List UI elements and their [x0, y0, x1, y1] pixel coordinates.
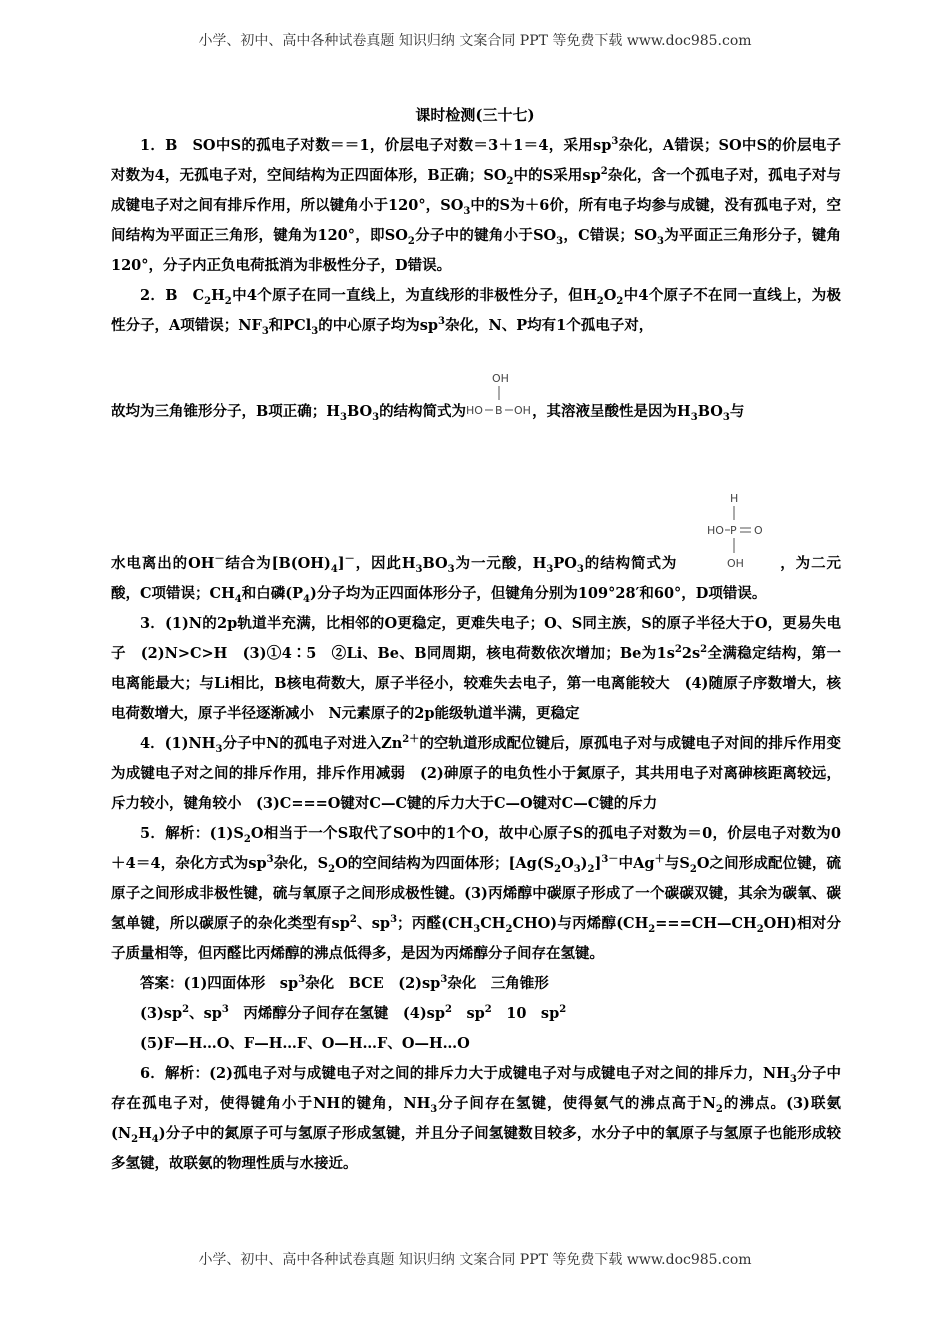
- struct-h3po3-oh-bot: OH: [727, 557, 745, 570]
- struct-boh3-oh: OH: [514, 404, 531, 417]
- answer-2-cont: 故均为三角锥形分子，B项正确；$H_3BO_3$的结构简式为 OH HO B OH ，其溶液呈酸性是因为$H_3BO_3$与: [111, 372, 745, 423]
- struct-boh3-ho: HO: [466, 404, 483, 417]
- boric-acid-structure: [466, 371, 532, 421]
- answer-4: 4．$(1)NH_3$分子中N的孤电子对进入$Zn^{2+}$的空轨道形成配位键后，原孤电子对与成键电子对间的排斥作用变为成键电子对之间的排斥作用，排斥作用减弱 (2)砷原子的电负性小于氮原子，其共用电子对离砷核距离较远，斥力较小，键角较小 (3)C===O键对C—C键的斥力大于C—O键对C—C键的斥力: [111, 734, 841, 812]
- answer-6: 6．解析：(2)孤电子对与成键电子对之间的排斥力大于成键电子对与成键电子对之间的排斥力，$NH_3$分子中存在孤电子对，使得键角小于NH的键角，$NH_3$分子间存在氢键，使得氨气的沸点高于$N_2$的沸点。(3)联氨$(N_2H_4)$分子中的氮原子可与氢原子形成氢键，并且分子间氢键数目较多，水分子中的氧原子与氢原子也能形成较多氢键，故联氨的物理性质与水接近。: [111, 1065, 842, 1172]
- answer-5: 5．解析：$(1)S_2O$相当于一个S取代了SO中的1个O，故中心原子S的孤电子对数为＝0，价层电子对数为0＋4＝4，杂化方式为$sp^3$杂化，$S_2O$的空间结构为四面体形；$[Ag(S_2O_3)_2]^{3-}$中Ag＋与$S_2O$之间形成配位键，硫原子之间形成非极性键，硫与氧原子之间形成极性键。(3)丙烯醇中碳原子形成了一个碳碳双键，其余为碳氧、碳氢单键，所以碳原子的杂化类型有$sp^2$、$sp^3$；丙醛$(CH_3CH_2CHO)$与丙烯醇$(CH_2===CH—CH_2OH)$相对分子质量相等，但丙醛比丙烯醇的沸点低得多，是因为丙烯醇分子间存在氢键。: [111, 825, 842, 962]
- struct-boh3-b: B: [495, 404, 503, 417]
- page-title: 课时检测(三十七): [415, 106, 535, 124]
- struct-h3po3-ho: HO: [707, 524, 725, 537]
- phosphorous-acid-structure: [707, 491, 769, 575]
- answer-5-key-2: $(3)sp^2$、$sp^3$ 丙烯醇分子间存在氢键 $(4)sp^2$ $sp^2$ 10 $sp^2$: [140, 1004, 567, 1022]
- answer-5-key-1: 答案：(1)四面体形 $sp^3$杂化 BCE $(2)sp^3$杂化 三角锥形: [140, 974, 549, 992]
- struct-h3po3-o: O: [754, 524, 763, 537]
- page-header: 小学、初中、高中各种试卷真题 知识归纳 文案合同 PPT 等免费下载 www.doc985.com: [198, 33, 752, 49]
- answer-3: 3．(1)N的2p轨道半充满，比相邻的O更稳定，更难失电子；O、S同主族，S的原子半径大于O，更易失电子 (2)N>C>H (3)①4∶5 ②Li、Be、B同周期，核电荷数依次增加；Be为$1s^22s^2$全满稳定结构，第一电离能最大；与Li相比，B核电荷数大，原子半径小，较难失去电子，第一电离能较大 (4)随原子序数增大，核电荷数增大，原子半径逐渐减小 N元素原子的2p能级轨道半满，更稳定: [111, 615, 842, 722]
- answer-2: 2．B $C_2H_2$中4个原子在同一直线上，为直线形的非极性分子，但$H_2O_2$中4个原子不在同一直线上，为极性分子，A项错误；$NF_3$和PCl$_3$的中心原子均为$sp^3$杂化，N、P均有1个孤电子对，: [111, 287, 842, 337]
- answer-1: 1．B SO中S的孤电子对数＝＝1，价层电子对数＝3＋1＝4，采用$sp^3$杂化，A错误；SO中S的价层电子对数为4，无孤电子对，空间结构为正四面体形，B正确；$SO_2$中的S采用$sp^2$杂化，含一个孤电子对，孤电子对与成键电子对之间有排斥作用，所以键角小于120°，$SO_3$中的S为＋6价，所有电子均参与成键，没有孤电子对，空间结构为平面正三角形，键角为120°，即$SO_2$分子中的键角小于$SO_3$，C错误；$SO_3$为平面正三角形分子，键角120°，分子内正负电荷抵消为非极性分子，D错误。: [111, 136, 841, 274]
- answer-body: [111, 131, 841, 1179]
- answer-2-cont2: 水电离出的OH－结合为$[B(OH)_4]^-$，因此$H_3BO_3$为一元酸，$H_3PO_3$的结构简式为 H HO P O OH ，为二元酸，C项错误；$CH_4$和白磷$(P_4)$分子均为正四面体形分子，但键角分别为109°28′和60°，D项错误。: [111, 492, 841, 605]
- struct-h3po3-h-top: H: [730, 492, 739, 505]
- answer-5-key-3: (5)F—H…O、F—H…F、O—H…F、O—H…O: [140, 1035, 470, 1052]
- page-footer: 小学、初中、高中各种试卷真题 知识归纳 文案合同 PPT 等免费下载 www.doc985.com: [198, 1252, 752, 1268]
- struct-boh3-oh-top: OH: [492, 372, 509, 385]
- struct-h3po3-p: P: [730, 524, 737, 537]
